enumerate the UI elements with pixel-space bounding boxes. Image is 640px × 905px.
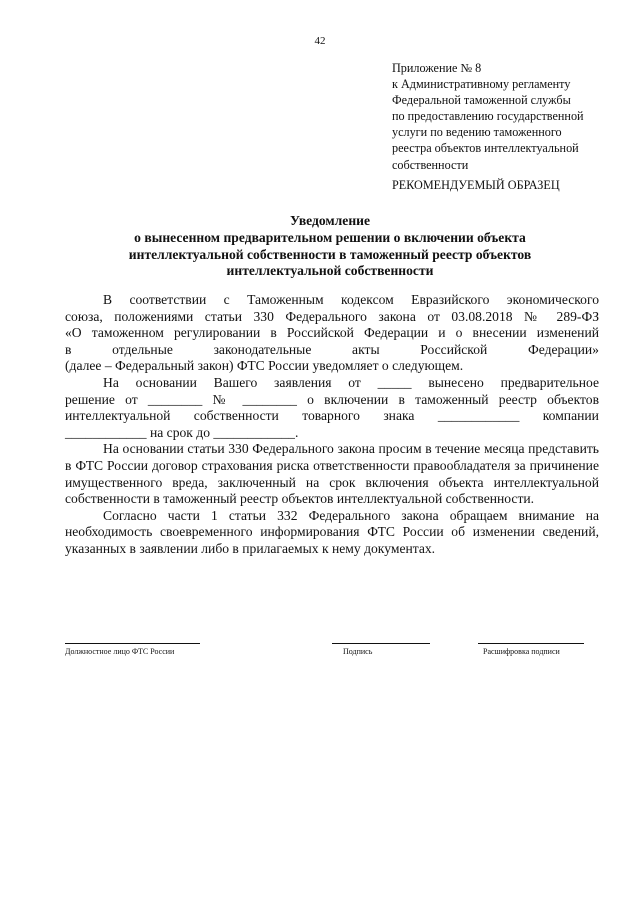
official-signature-line [65, 643, 200, 644]
title-line: о вынесенном предварительном решении о включении объекта [134, 229, 526, 245]
body-line: (далее – Федеральный закон) ФТС России уведомляет о следующем. [65, 358, 464, 374]
word: акты [352, 341, 380, 357]
body-line: союза, положениями статьи 330 Федерального закона от 03.08.2018 № 289-ФЗ [65, 308, 599, 324]
word: законодательные [213, 341, 312, 357]
word: Федерации» [527, 341, 599, 357]
title-line: интеллектуальной собственности в таможенный реестр объектов [128, 246, 532, 262]
appendix-header [392, 60, 622, 173]
paragraph-4: Согласно части 1 статьи 332 Федерального закона обращаем внимание на необходимость своевременного информирования ФТС России об изменении сведений, указанных в заявлении либо в прилагаемых к нему документах. [65, 507, 599, 556]
body-line [65, 408, 599, 425]
appendix-line: собственности [392, 157, 469, 172]
word: отдельные [112, 341, 173, 357]
document-title [60, 213, 600, 280]
word: собственности [193, 408, 279, 424]
word: знака [383, 408, 415, 424]
appendix-line: Приложение № 8 [392, 61, 482, 75]
word: интеллектуальной [65, 408, 171, 424]
appendix-line: Федеральной таможенной службы [392, 93, 571, 108]
sample-label: РЕКОМЕНДУЕМЫЙ ОБРАЗЕЦ [392, 178, 560, 192]
signature-line [332, 643, 430, 644]
document-body [65, 292, 599, 558]
title-line: Уведомление [289, 213, 371, 228]
paragraph-2 [65, 375, 599, 441]
decoding-signature-line [478, 643, 584, 644]
body-line [65, 342, 599, 359]
appendix-line: реестра объектов интеллектуальной [392, 141, 579, 156]
body-line: На основании Вашего заявления от _____ вынесено предварительное [103, 374, 599, 390]
body-line: В соответствии с Таможенным кодексом Евразийского экономического [103, 292, 599, 307]
body-line: решение от ________ № ________ о включении в таможенный реестр объектов [65, 391, 599, 407]
page-number: 42 [314, 35, 326, 47]
word: в [65, 341, 72, 357]
signature-label: Подпись [343, 647, 373, 656]
word: Российской [420, 341, 488, 357]
body-line: ____________ на срок до ____________. [65, 424, 299, 440]
word: товарного [302, 408, 360, 424]
title-line: интеллектуальной собственности [226, 263, 434, 279]
paragraph-3: На основании статьи 330 Федерального закона просим в течение месяца представить в ФТС России договор страхования риска ответственности правообладателя за причинение имущественного вреда, заключенный на срок включения объекта интеллектуальной собственности в таможенный реестр объектов интеллектуальной собственности. [65, 441, 599, 507]
official-label: Должностное лицо ФТС России [65, 647, 175, 656]
paragraph-1 [65, 292, 599, 375]
word: ____________ [437, 408, 520, 424]
appendix-line: к Административному регламенту [392, 77, 571, 92]
word: компании [542, 408, 599, 424]
appendix-line: услуги по ведению таможенного [392, 125, 562, 140]
appendix-line: по предоставлению государственной [392, 109, 584, 124]
body-line: «О таможенном регулировании в Российской Федерации и о внесении изменений [65, 325, 599, 341]
decoding-label: Расшифровка подписи [483, 647, 560, 656]
